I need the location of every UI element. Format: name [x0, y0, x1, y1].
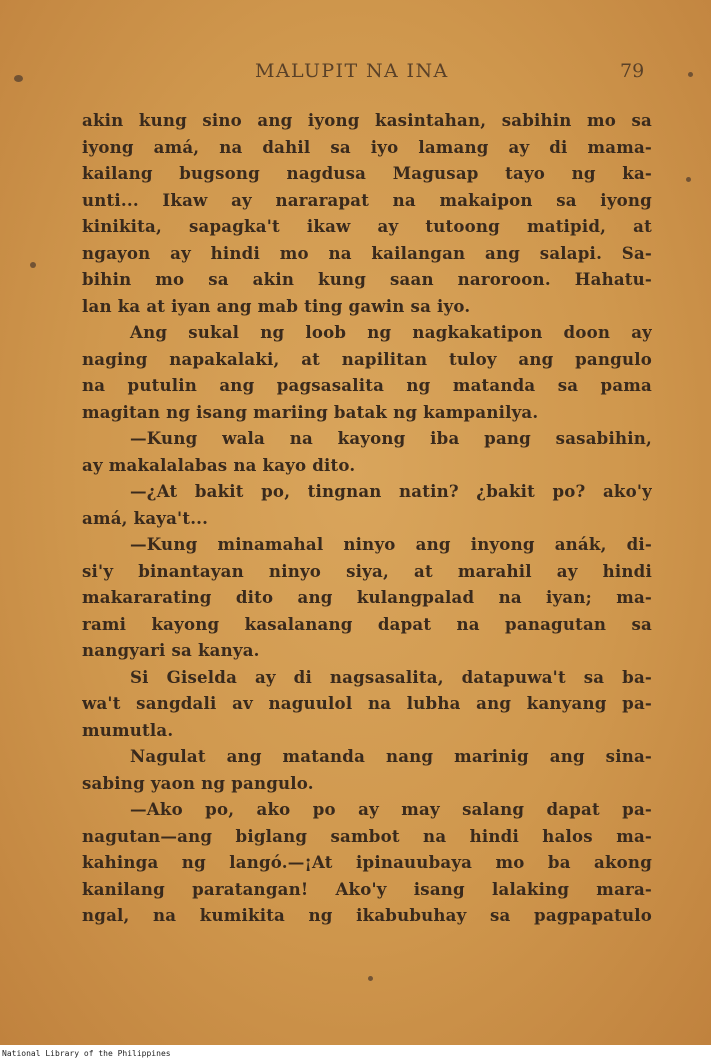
source-credit: National Library of the Philippines: [2, 1049, 171, 1058]
text-line: makararating dito ang kulangpalad na iyan; ma-: [82, 587, 652, 607]
text-line: amá, kaya't...: [82, 507, 209, 528]
text-line: bihin mo sa akin kung saan naroroon. Hahatu-: [82, 269, 652, 289]
text-line: magitan ng isang mariing batak ng kampanilya.: [82, 401, 539, 422]
text-line: ngal, na kumikita ng ikabubuhay sa pagpapatulo: [82, 905, 652, 925]
text-line: nangyari sa kanya.: [82, 640, 260, 660]
text-line: sabing yaon ng pangulo.: [82, 772, 314, 793]
text-line: naging napakalaki, at napilitan tuloy ang pangulo: [82, 348, 652, 369]
ink-speck: [30, 262, 36, 268]
body-text: [82, 107, 652, 929]
text-line: kahinga ng langó.—¡At ipinauubaya mo ba akong: [82, 852, 652, 872]
text-line: nagutan—ang biglang sambot na hindi halos ma-: [82, 825, 652, 846]
text-line: kinikita, sapagka't ikaw ay tutoong matipid, at: [82, 216, 652, 236]
text-line: Nagulat ang matanda nang marinig ang sina-: [130, 746, 652, 766]
running-title: MALUPIT NA INA: [255, 60, 449, 82]
text-line: lan ka at iyan ang mab ting gawin sa iyo.: [82, 295, 471, 316]
ink-speck: [688, 72, 693, 77]
text-line: rami kayong kasalanang dapat na panagutan sa: [82, 613, 652, 634]
ink-speck: [368, 976, 373, 981]
text-line: Si Giselda ay di nagsasalita, datapuwa't sa ba-: [130, 666, 652, 687]
text-line: mumutla.: [82, 719, 174, 740]
text-line: unti... Ikaw ay nararapat na makaipon sa iyong: [82, 189, 652, 210]
text-line: akin kung sino ang iyong kasintahan, sabihin mo sa: [82, 110, 652, 130]
text-line: —Kung wala na kayong iba pang sasabihin,: [130, 428, 652, 448]
text-line: ay makalalabas na kayo dito.: [82, 454, 356, 475]
text-line: kailang bugsong nagdusa Magusap tayo ng ka-: [82, 163, 652, 183]
text-line: kanilang paratangan! Ako'y isang lalaking mara-: [82, 878, 652, 899]
page-header: [0, 60, 711, 90]
text-line: —¿At bakit po, tingnan natin? ¿bakit po? ako'y: [130, 481, 652, 501]
text-line: —Kung minamahal ninyo ang inyong anák, di-: [130, 534, 652, 554]
text-line: ngayon ay hindi mo na kailangan ang salapi. Sa-: [82, 242, 652, 263]
text-line: wa't sangdali av naguulol na lubha ang kanyang pa-: [82, 693, 652, 713]
text-line: na putulin ang pagsasalita ng matanda sa pama: [82, 375, 652, 395]
text-line: Ang sukal ng loob ng nagkakatipon doon ay: [130, 322, 652, 342]
ink-speck: [14, 75, 23, 82]
text-line: si'y binantayan ninyo siya, at marahil ay hindi: [82, 560, 652, 581]
ink-speck: [686, 177, 691, 182]
page-number: 79: [620, 60, 645, 82]
text-line: iyong amá, na dahil sa iyo lamang ay di mama-: [82, 136, 652, 157]
text-line: —Ako po, ako po ay may salang dapat pa-: [130, 799, 652, 819]
